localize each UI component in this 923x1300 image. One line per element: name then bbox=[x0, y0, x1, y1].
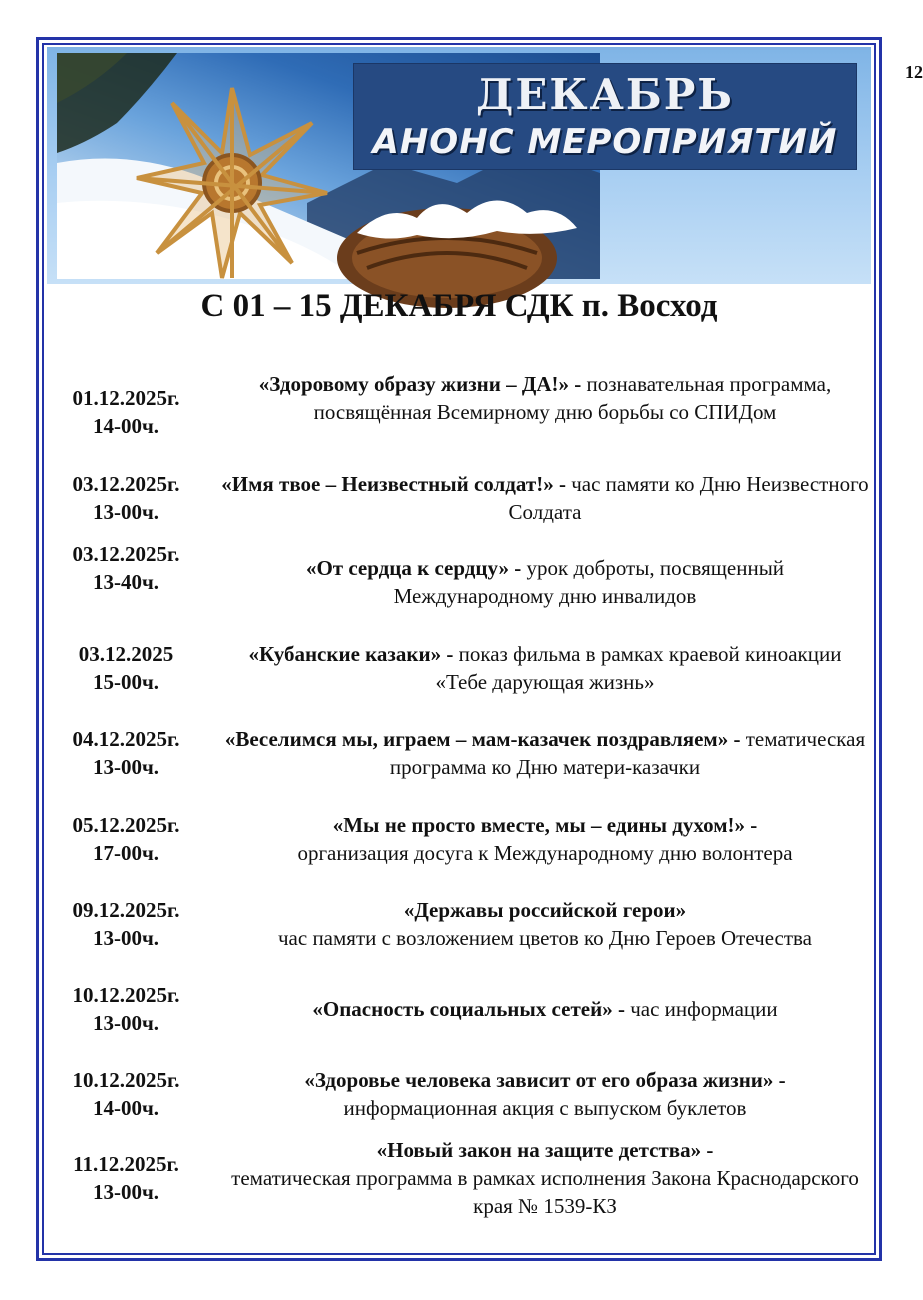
event-time: 13-00ч. bbox=[92, 500, 160, 524]
event-datetime bbox=[47, 811, 205, 867]
page-heading: С 01 – 15 ДЕКАБРЯ СДК п. Восход bbox=[200, 288, 718, 324]
event-description bbox=[217, 725, 873, 781]
event-text: час памяти ко Дню Неизвестного Солдата bbox=[508, 472, 869, 524]
event-description bbox=[217, 1066, 873, 1122]
event-datetime bbox=[47, 725, 205, 781]
event-text: урок доброты, посвященный Международному дню инвалидов bbox=[393, 556, 785, 608]
event-text: час информации bbox=[630, 997, 778, 1021]
banner-month: ДЕКАБРЬ bbox=[476, 70, 734, 119]
events-list bbox=[47, 0, 871, 1300]
event-time: 14-00ч. bbox=[92, 414, 160, 438]
event-description bbox=[225, 995, 865, 1023]
event-separator: - bbox=[441, 642, 459, 666]
event-date: 03.12.2025г. bbox=[72, 472, 180, 496]
event-date: 11.12.2025г. bbox=[73, 1152, 179, 1176]
event-time: 13-00ч. bbox=[92, 755, 160, 779]
event-separator: - bbox=[553, 472, 572, 496]
event-time: 13-00ч. bbox=[92, 1011, 160, 1035]
event-title: «Кубанские казаки» bbox=[248, 642, 442, 666]
event-title: «Здоровому образу жизни – ДА!» bbox=[258, 372, 569, 396]
event-separator: - bbox=[728, 727, 746, 751]
event-text: показ фильма в рамках краевой киноакции «Тебе дарующая жизнь» bbox=[435, 642, 842, 694]
event-time: 15-00ч. bbox=[92, 670, 160, 694]
event-time: 13-00ч. bbox=[92, 1180, 160, 1204]
event-date: 10.12.2025г. bbox=[72, 1068, 180, 1092]
event-separator: - bbox=[509, 556, 527, 580]
event-date: 03.12.2025г. bbox=[72, 542, 180, 566]
event-separator: - bbox=[773, 1068, 786, 1092]
event-description bbox=[225, 554, 865, 610]
event-time: 13-00ч. bbox=[92, 926, 160, 950]
event-separator: - bbox=[568, 372, 587, 396]
event-datetime bbox=[47, 1066, 205, 1122]
event-datetime bbox=[47, 470, 205, 526]
event-title: «Державы российской герои» bbox=[403, 898, 687, 922]
event-text: информационная акция с выпуском буклетов bbox=[343, 1096, 747, 1120]
page-number: 12 bbox=[905, 62, 923, 82]
event-separator: - bbox=[745, 813, 758, 837]
event-text: организация досуга к Международному дню волонтера bbox=[297, 841, 793, 865]
event-time: 14-00ч. bbox=[92, 1096, 160, 1120]
event-datetime bbox=[47, 896, 205, 952]
event-text: тематическая программа ко Дню матери-казачки bbox=[389, 727, 866, 779]
event-description bbox=[217, 470, 873, 526]
event-datetime bbox=[47, 540, 205, 596]
event-description bbox=[225, 1136, 865, 1220]
event-title: «Имя твое – Неизвестный солдат!» bbox=[221, 472, 554, 496]
event-date: 03.12.2025 bbox=[78, 642, 174, 666]
event-date: 10.12.2025г. bbox=[72, 983, 180, 1007]
event-title: «Здоровье человека зависит от его образа жизни» bbox=[304, 1068, 774, 1092]
event-separator: - bbox=[701, 1138, 714, 1162]
banner-subtitle: АНОНС МЕРОПРИЯТИЙ bbox=[372, 122, 838, 162]
event-date: 09.12.2025г. bbox=[72, 898, 180, 922]
event-description bbox=[225, 370, 865, 426]
event-date: 04.12.2025г. bbox=[72, 727, 180, 751]
event-description bbox=[217, 896, 873, 952]
event-text: познавательная программа, посвящённая Всемирному дню борьбы со СПИДом bbox=[313, 372, 832, 424]
event-description bbox=[225, 640, 865, 696]
event-title: «Опасность социальных сетей» bbox=[312, 997, 613, 1021]
event-time: 13-40ч. bbox=[92, 570, 160, 594]
event-date: 01.12.2025г. bbox=[72, 386, 180, 410]
event-title: «Веселимся мы, играем – мам-казачек поздравляем» bbox=[224, 727, 729, 751]
event-text: тематическая программа в рамках исполнения Закона Краснодарского края № 1539-КЗ bbox=[231, 1166, 859, 1218]
event-datetime bbox=[47, 981, 205, 1037]
event-datetime bbox=[47, 1150, 205, 1206]
event-date: 05.12.2025г. bbox=[72, 813, 180, 837]
event-datetime bbox=[47, 640, 205, 696]
event-description bbox=[225, 811, 865, 867]
event-title: «Мы не просто вместе, мы – едины духом!» bbox=[332, 813, 746, 837]
event-separator: - bbox=[612, 997, 631, 1021]
event-title: «От сердца к сердцу» bbox=[305, 556, 510, 580]
event-datetime bbox=[47, 384, 205, 440]
event-time: 17-00ч. bbox=[92, 841, 160, 865]
event-text: час памяти с возложением цветов ко Дню Героев Отечества bbox=[277, 926, 813, 950]
event-title: «Новый закон на защите детства» bbox=[376, 1138, 702, 1162]
